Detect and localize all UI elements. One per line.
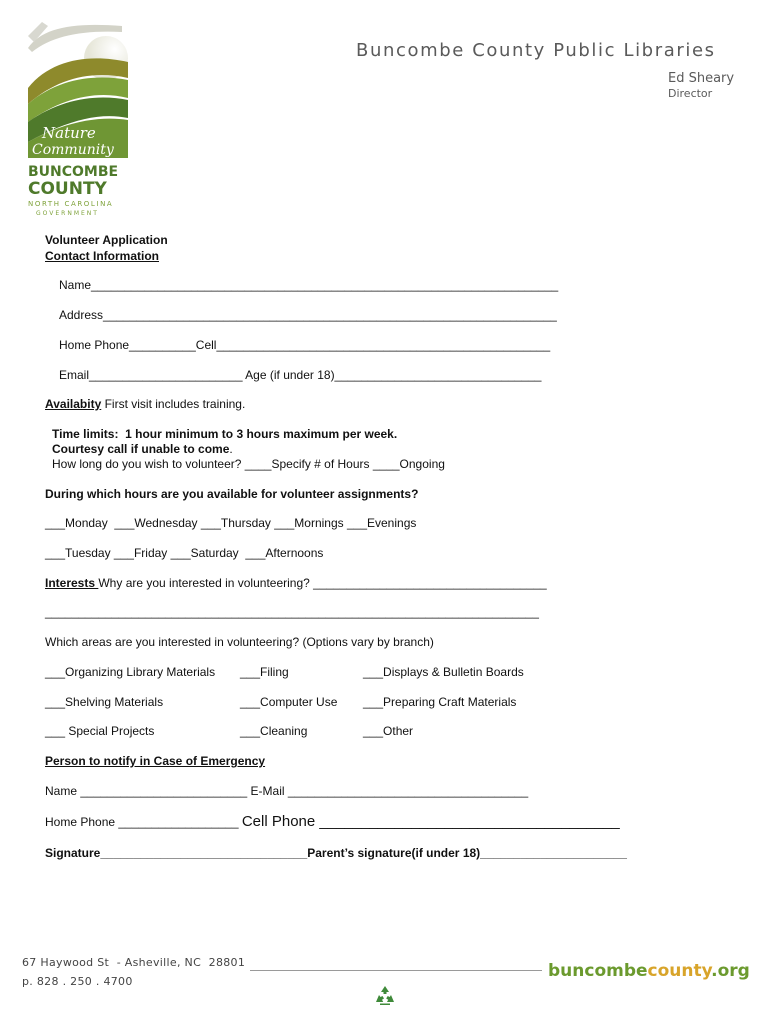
header-org: Buncombe County Public Libraries (356, 40, 716, 61)
footer-phone: p. 828 . 250 . 4700 (22, 975, 133, 988)
area-option: ___Preparing Craft Materials (363, 695, 517, 709)
emergency-heading: Person to notify in Case of Emergency (45, 754, 266, 768)
availability-line (45, 397, 245, 411)
logo-county-line2: COUNTY (28, 179, 107, 199)
interests-question: Why are you interested in volunteering? ___________________________________ (98, 576, 547, 590)
areas-question: Which areas are you interested in volunteering? (Options vary by branch) (45, 635, 434, 649)
courtesy-text: Courtesy call if unable to come (52, 442, 230, 456)
address-field: Address____________________________________________________________________ (59, 308, 557, 322)
courtesy-line (52, 442, 233, 456)
logo-tagline-nature: Nature (42, 124, 96, 142)
header-director-role: Director (668, 87, 713, 100)
area-option: ___Computer Use (240, 695, 338, 709)
logo-tagline-community: Community (32, 142, 114, 158)
site-part-county: county (647, 961, 712, 981)
emergency-cell-phone: Cell Phone ____________________________________ (241, 813, 620, 830)
interests-heading: Interests (45, 576, 99, 590)
site-part-buncombe: buncombe (548, 961, 648, 981)
area-option: ___Organizing Library Materials (45, 665, 216, 679)
area-option: ___Filing (240, 665, 289, 679)
courtesy-period: . (229, 442, 233, 456)
email-age-field: Email_______________________ Age (if under 18)_______________________________ (59, 368, 542, 382)
how-long-field: How long do you wish to volunteer? ____Specify # of Hours ____Ongoing (52, 457, 445, 471)
name-field: Name______________________________________________________________________ (59, 278, 559, 292)
recycle-icon (373, 984, 397, 1008)
site-part-org: .org (711, 961, 750, 981)
signature-line: Signature_______________________________Parent’s signature(if under 18)______________________ (45, 846, 627, 860)
emergency-phone-line (45, 813, 620, 831)
availability-note: First visit includes training. (101, 397, 246, 411)
time-limits: Time limits: 1 hour minimum to 3 hours maximum per week. (52, 427, 398, 441)
interests-line-2: __________________________________________________________________________ (45, 605, 539, 619)
emergency-name-email: Name _________________________ E-Mail ____________________________________ (45, 784, 529, 798)
area-option: ___Other (363, 724, 414, 738)
emergency-home-phone: Home Phone __________________ (45, 815, 242, 829)
contact-heading: Contact Information (45, 249, 159, 263)
footer-website[interactable] (548, 961, 750, 981)
header-director-name: Ed Sheary (668, 71, 735, 86)
buncombe-county-logo (22, 18, 134, 218)
hours-question: During which hours are you available for volunteer assignments? (45, 487, 419, 501)
days-row-2: ___Tuesday ___Friday ___Saturday ___Afternoons (45, 546, 324, 560)
days-row-1: ___Monday ___Wednesday ___Thursday ___Mornings ___Evenings (45, 516, 417, 530)
availability-heading: Availabity (45, 397, 102, 411)
logo-state: NORTH CAROLINA (28, 200, 114, 208)
area-option: ___Displays & Bulletin Boards (363, 665, 524, 679)
area-option: ___ Special Projects (45, 724, 155, 738)
form-title: Volunteer Application (45, 233, 168, 247)
logo-county-line1: BUNCOMBE (28, 164, 119, 180)
phone-field: Home Phone__________Cell__________________________________________________ (59, 338, 551, 352)
area-option: ___Shelving Materials (45, 695, 164, 709)
area-option: ___Cleaning (240, 724, 308, 738)
footer-rule (250, 970, 542, 971)
interests-line (45, 576, 547, 590)
footer-address: 67 Haywood St - Asheville, NC 28801 (22, 956, 246, 969)
logo-gov: GOVERNMENT (36, 210, 99, 217)
